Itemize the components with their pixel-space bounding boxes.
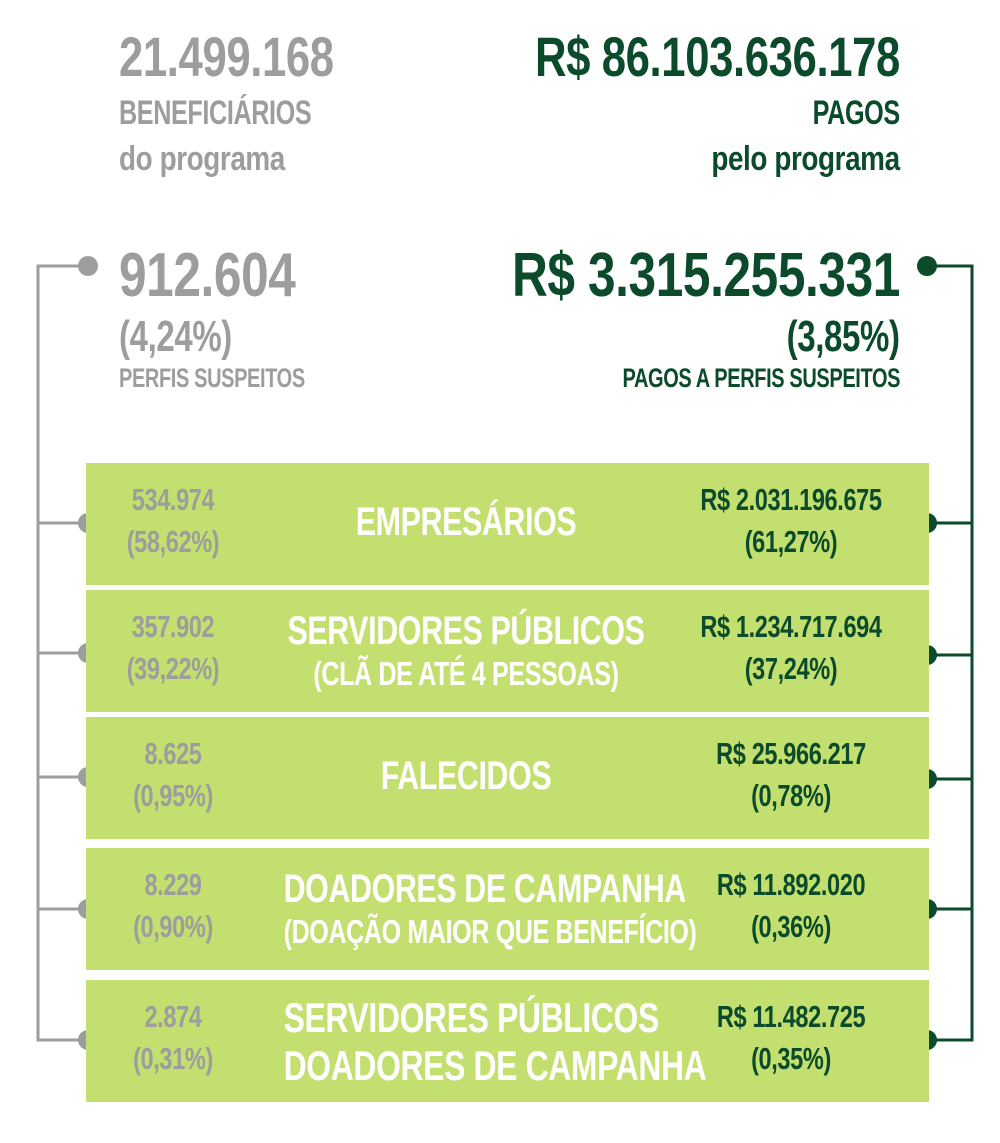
- category-label-line-2: (CLÃ DE ATÉ 4 PESSOAS): [313, 655, 619, 692]
- category-label-line-2: DOADORES DE CAMPANHA: [283, 1042, 707, 1089]
- category-count-percent: (58,62%): [126, 524, 220, 559]
- category-count-block: [101, 479, 245, 563]
- suspicious-paid-label: PAGOS A PERFIS SUSPEITOS: [622, 363, 900, 393]
- category-count: 357.902: [131, 609, 215, 644]
- paid-label: PAGOS: [812, 94, 900, 132]
- category-count-percent: (39,22%): [126, 651, 220, 686]
- suspicious-paid-percent: (3,85%): [787, 312, 900, 361]
- beneficiaries-sublabel: do programa: [119, 140, 285, 178]
- category-amount-percent: (0,35%): [751, 1041, 831, 1076]
- category-label-block: [283, 866, 697, 952]
- category-row: [86, 717, 929, 839]
- category-label-line-1: DOADORES DE CAMPANHA: [283, 867, 686, 911]
- category-amount-block: [669, 606, 912, 690]
- category-label-line-1: SERVIDORES PÚBLICOS: [287, 609, 645, 653]
- category-amount: R$ 25.966.217: [716, 736, 866, 771]
- suspicious-profiles-percent: (4,24%): [119, 312, 232, 361]
- category-amount-block: [669, 479, 912, 563]
- category-amount-percent: (61,27%): [744, 524, 838, 559]
- category-amount-block: [669, 864, 912, 948]
- category-amount-block: [669, 996, 912, 1080]
- category-count-block: [101, 864, 245, 948]
- category-amount: R$ 1.234.717.694: [700, 609, 882, 644]
- category-count-percent: (0,95%): [133, 778, 213, 813]
- category-label-block: [284, 753, 649, 799]
- suspicious-profiles-count: 912.604: [119, 241, 296, 310]
- beneficiaries-total: 21.499.168: [119, 25, 334, 88]
- category-count-percent: (0,31%): [133, 1041, 213, 1076]
- category-count: 2.874: [144, 999, 202, 1034]
- category-count-block: [101, 733, 245, 817]
- category-amount: R$ 11.892.020: [716, 867, 866, 902]
- category-count-block: [101, 996, 245, 1080]
- paid-total: R$ 86.103.636.178: [535, 25, 900, 88]
- category-label-line-1: FALECIDOS: [380, 754, 552, 798]
- category-row: [86, 848, 929, 970]
- category-count: 8.229: [144, 867, 202, 902]
- category-count-block: [101, 606, 245, 690]
- category-amount-percent: (37,24%): [744, 651, 838, 686]
- category-amount: R$ 2.031.196.675: [700, 482, 882, 517]
- right-connector-dot: [917, 256, 937, 276]
- category-label-line-2: (DOAÇÃO MAIOR QUE BENEFÍCIO): [283, 913, 697, 950]
- category-label-block: [283, 994, 707, 1090]
- category-label-line-1: EMPRESÁRIOS: [355, 500, 577, 544]
- suspicious-profiles-label: PERFIS SUSPEITOS: [119, 363, 305, 393]
- category-row: [86, 980, 929, 1102]
- category-count-percent: (0,90%): [133, 909, 213, 944]
- category-label-block: [284, 499, 649, 545]
- left-connector-dot: [78, 256, 98, 276]
- paid-sublabel: pelo programa: [711, 140, 900, 178]
- category-count: 534.974: [131, 482, 215, 517]
- category-amount-percent: (0,78%): [751, 778, 831, 813]
- category-row: [86, 590, 929, 712]
- category-amount-percent: (0,36%): [751, 909, 831, 944]
- category-label-line-1: SERVIDORES PÚBLICOS: [283, 994, 659, 1041]
- category-amount-block: [669, 733, 912, 817]
- beneficiaries-label: BENEFICIÁRIOS: [119, 94, 312, 132]
- suspicious-paid-amount: R$ 3.315.255.331: [512, 241, 900, 310]
- category-amount: R$ 11.482.725: [716, 999, 866, 1034]
- category-count: 8.625: [144, 736, 202, 771]
- category-label-block: [284, 608, 649, 694]
- category-row: [86, 463, 929, 585]
